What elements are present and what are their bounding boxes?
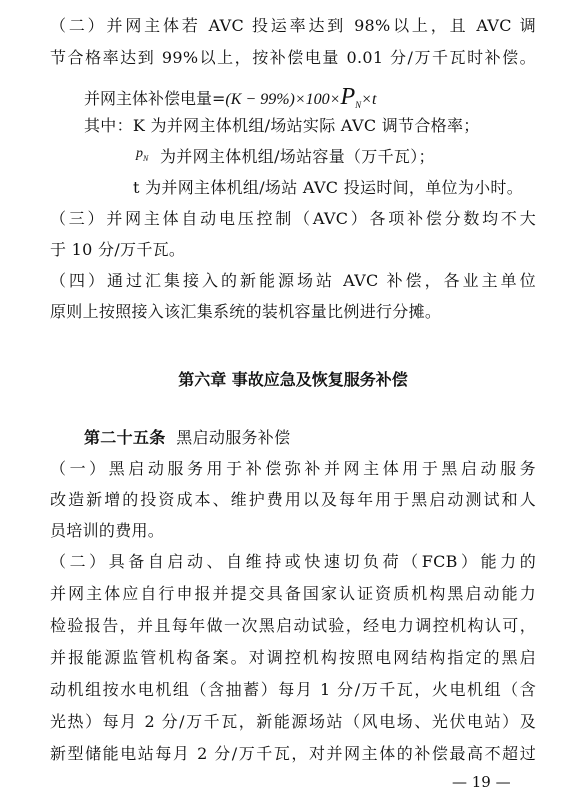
paragraph-line: （二）并网主体若 AVC 投运率达到 98%以上，且 AVC 调 xyxy=(50,16,536,35)
paragraph-line: （二）具备自启动、自维持或快速切负荷（FCB）能力的 xyxy=(50,552,536,571)
paragraph-line: 为并网主体机组/场站容量（万千瓦）； xyxy=(160,147,435,166)
paragraph-line: 原则上按照接入该汇集系统的装机容量比例进行分摊。 xyxy=(50,302,442,321)
paragraph-line: 于 10 分/万千瓦。 xyxy=(50,240,186,259)
compensation-formula xyxy=(84,84,376,111)
paragraph-line: t 为并网主体机组/场站 AVC 投运时间，单位为小时。 xyxy=(133,178,524,197)
paragraph-line: 检验报告，并且每年做一次黑启动试验，经电力调控机构认可， xyxy=(50,616,536,635)
paragraph-line: 光热）每月 2 分/万千瓦，新能源场站（风电场、光伏电站）及 xyxy=(50,712,536,731)
paragraph-line: 并网主体应自行申报并提交具备国家认证资质机构黑启动能力 xyxy=(50,584,536,603)
paragraph-line: （四）通过汇集接入的新能源场站 AVC 补偿，各业主单位 xyxy=(50,271,536,290)
paragraph-line: 改造新增的投资成本、维护费用以及每年用于黑启动测试和人 xyxy=(50,490,536,509)
paragraph-line: 并报能源监管机构备案。对调控机构按照电网结构指定的黑启 xyxy=(50,648,536,667)
formula-tail: ×t xyxy=(361,91,377,108)
paragraph-line: 员培训的费用。 xyxy=(50,521,165,540)
article-number: 第二十五条 xyxy=(84,428,166,447)
formula-expression: (K − 99%)×100× xyxy=(225,91,341,108)
page-number: — 19 — xyxy=(452,773,511,791)
pn-n: N xyxy=(143,153,149,163)
paragraph-line: 节合格率达到 99%以上，按补偿电量 0.01 分/万千瓦时补偿。 xyxy=(50,48,536,67)
paragraph-line: （三）并网主体自动电压控制（AVC）各项补偿分数均不大 xyxy=(50,209,536,228)
chapter-heading: 第六章 事故应急及恢复服务补偿 xyxy=(178,370,408,389)
pn-p: p xyxy=(136,146,143,161)
article-heading xyxy=(84,428,290,448)
formula-subscript-n: N xyxy=(355,100,362,111)
article-title: 黑启动服务补偿 xyxy=(176,428,291,447)
paragraph-line: 新型储能电站每月 2 分/万千瓦，对并网主体的补偿最高不超过 xyxy=(50,744,536,763)
paragraph-line: 动机组按水电机组（含抽蓄）每月 1 分/万千瓦，火电机组（含 xyxy=(50,680,536,699)
paragraph-line: （一）黑启动服务用于补偿弥补并网主体用于黑启动服务 xyxy=(50,459,536,478)
pn-symbol xyxy=(136,146,148,163)
formula-symbol-p: P xyxy=(340,84,356,110)
paragraph-line: 其中：K 为并网主体机组/场站实际 AVC 调节合格率； xyxy=(84,116,480,135)
formula-label: 并网主体补偿电量= xyxy=(84,89,226,108)
